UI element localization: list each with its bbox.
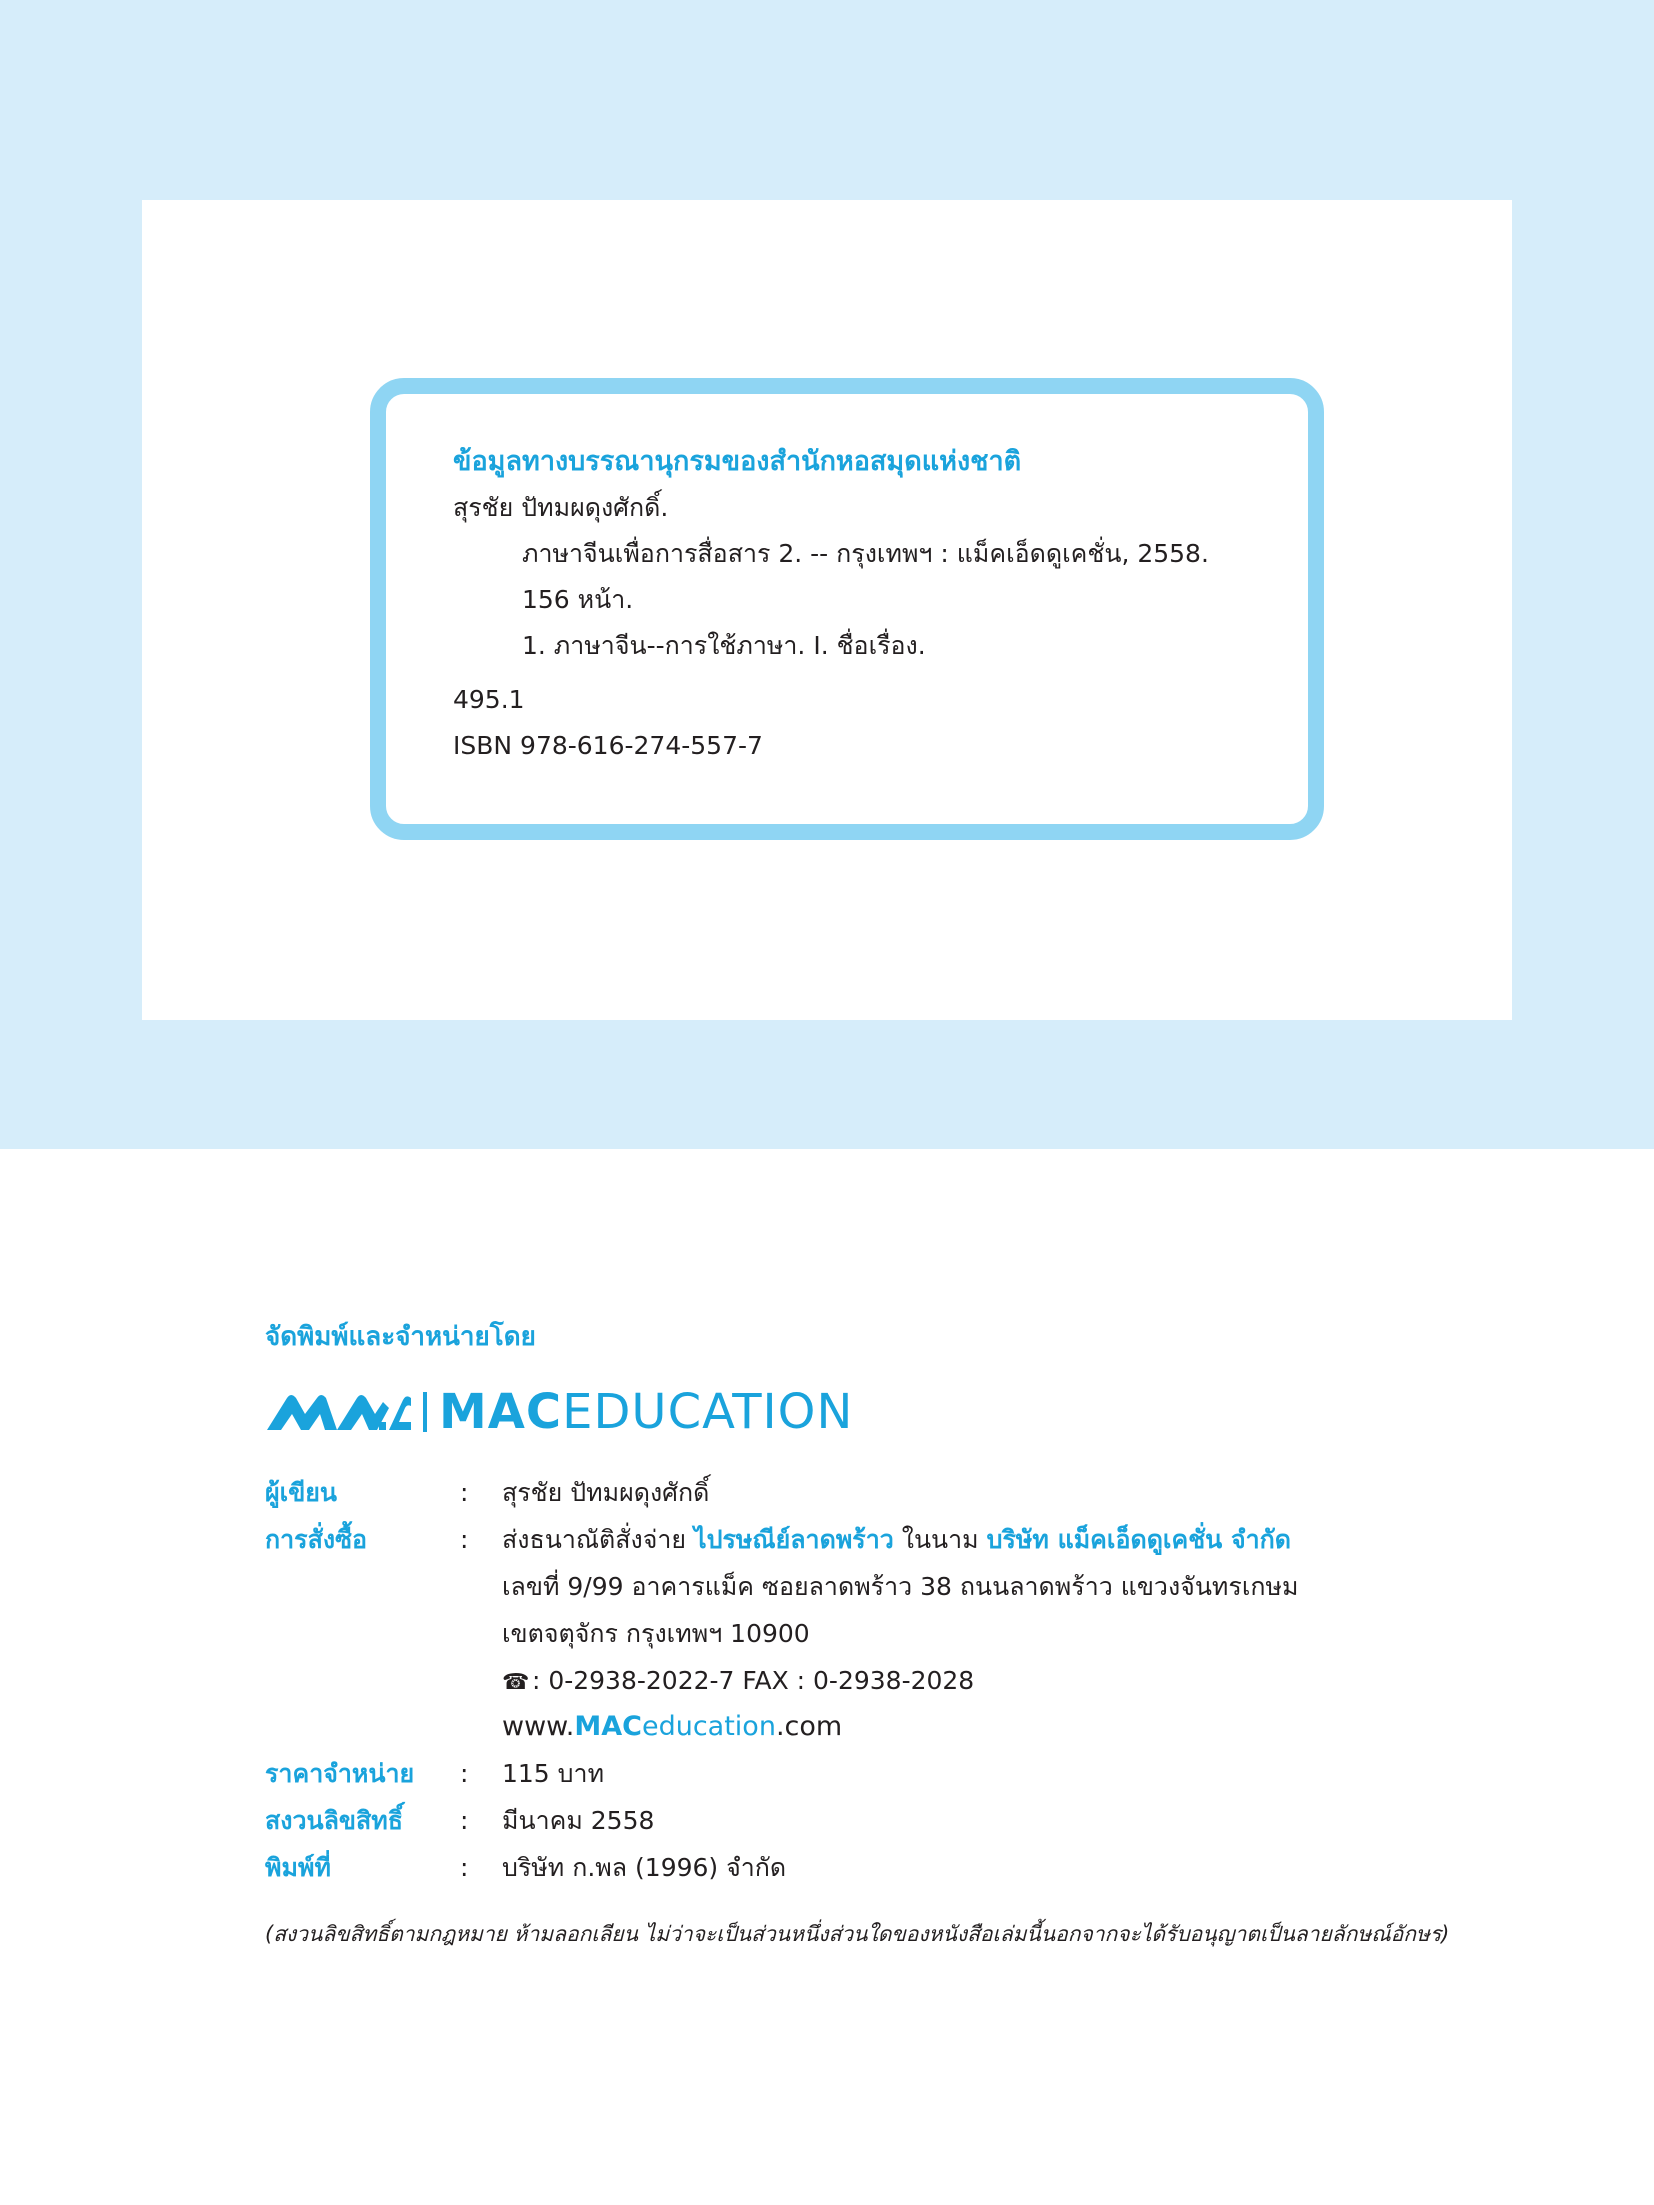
phone-icon: ☎ — [502, 1670, 530, 1695]
author-colon: : — [460, 1478, 469, 1507]
price-colon: : — [460, 1759, 469, 1788]
cip-author: สุรชัย ปัทมผดุงศักดิ์. — [453, 493, 669, 522]
order-row — [265, 1520, 1465, 1560]
copyright-value: มีนาคม 2558 — [502, 1806, 655, 1835]
printer-label: พิมพ์ที่ — [265, 1853, 331, 1882]
cip-box — [370, 378, 1324, 840]
phone-row — [265, 1661, 1465, 1701]
phone-value — [502, 1661, 974, 1703]
web-suffix: .com — [775, 1711, 843, 1742]
price-row — [265, 1754, 1465, 1794]
address-row-1 — [265, 1567, 1465, 1607]
order-company: บริษัท แม็คเอ็ดดูเคชั่น จำกัด — [986, 1525, 1292, 1554]
printer-row — [265, 1848, 1465, 1888]
cip-isbn: ISBN 978-616-274-557-7 — [453, 731, 763, 760]
address-line-1: เลขที่ 9/99 อาคารแม็ค ซอยลาดพร้าว 38 ถนนลาดพร้าว แขวงจันทรเกษม — [502, 1572, 1299, 1601]
order-colon: : — [460, 1525, 469, 1554]
logo-mac: MAC — [439, 1384, 563, 1440]
mac-wave-logo-icon — [265, 1392, 411, 1432]
author-label: ผู้เขียน — [265, 1478, 338, 1507]
copyright-colon: : — [460, 1806, 469, 1835]
web-brand: MAC — [574, 1711, 642, 1742]
logo-education: EDUCATION — [562, 1384, 854, 1440]
order-post-office: ไปรษณีย์ลาดพร้าว — [694, 1525, 894, 1554]
order-value — [502, 1520, 1291, 1560]
copyright-row — [265, 1801, 1465, 1841]
order-label: การสั่งซื้อ — [265, 1525, 368, 1554]
cip-pages: 156 หน้า. — [522, 585, 634, 614]
cip-title: ข้อมูลทางบรรณานุกรมของสำนักหอสมุดแห่งชาติ — [453, 446, 1022, 477]
address-row-2 — [265, 1614, 1465, 1654]
cip-class-number: 495.1 — [453, 685, 525, 714]
copyright-footnote: (สงวนลิขสิทธิ์ตามกฎหมาย ห้ามลอกเลียน ไม่ว่าจะเป็นส่วนหนึ่งส่วนใดของหนังสือเล่มนี้นอกจากจะได้รับอนุญาตเป็นลายลักษณ์อักษร) — [265, 1922, 1450, 1946]
price-label: ราคาจำหน่าย — [265, 1759, 415, 1788]
phone-fax-text: : 0-2938-2022-7 FAX : 0-2938-2028 — [524, 1666, 975, 1695]
web-mid: education — [641, 1711, 776, 1742]
web-prefix: www. — [502, 1711, 575, 1742]
cip-entry-title: ภาษาจีนเพื่อการสื่อสาร 2. -- กรุงเทพฯ : แม็คเอ็ดดูเคชั่น, 2558. — [522, 539, 1209, 568]
address-line-2: เขตจตุจักร กรุงเทพฯ 10900 — [502, 1619, 810, 1648]
price-value: 115 บาท — [502, 1759, 605, 1788]
author-row — [265, 1473, 1465, 1513]
website-url[interactable] — [502, 1707, 842, 1747]
mac-logo — [265, 1384, 854, 1440]
order-mid: ในนาม — [893, 1525, 987, 1554]
printer-colon: : — [460, 1853, 469, 1882]
publisher-heading: จัดพิมพ์และจำหน่ายโดย — [265, 1322, 536, 1352]
cip-subject: 1. ภาษาจีน--การใช้ภาษา. I. ชื่อเรื่อง. — [522, 631, 926, 660]
order-pre: ส่งธนาณัติสั่งจ่าย — [502, 1525, 695, 1554]
copyright-label: สงวนลิขสิทธิ์ — [265, 1806, 404, 1835]
logo-separator — [423, 1392, 427, 1432]
printer-value: บริษัท ก.พล (1996) จำกัด — [502, 1853, 787, 1882]
author-value: สุรชัย ปัทมผดุงศักดิ์ — [502, 1478, 710, 1507]
logo-wordmark — [439, 1384, 854, 1440]
